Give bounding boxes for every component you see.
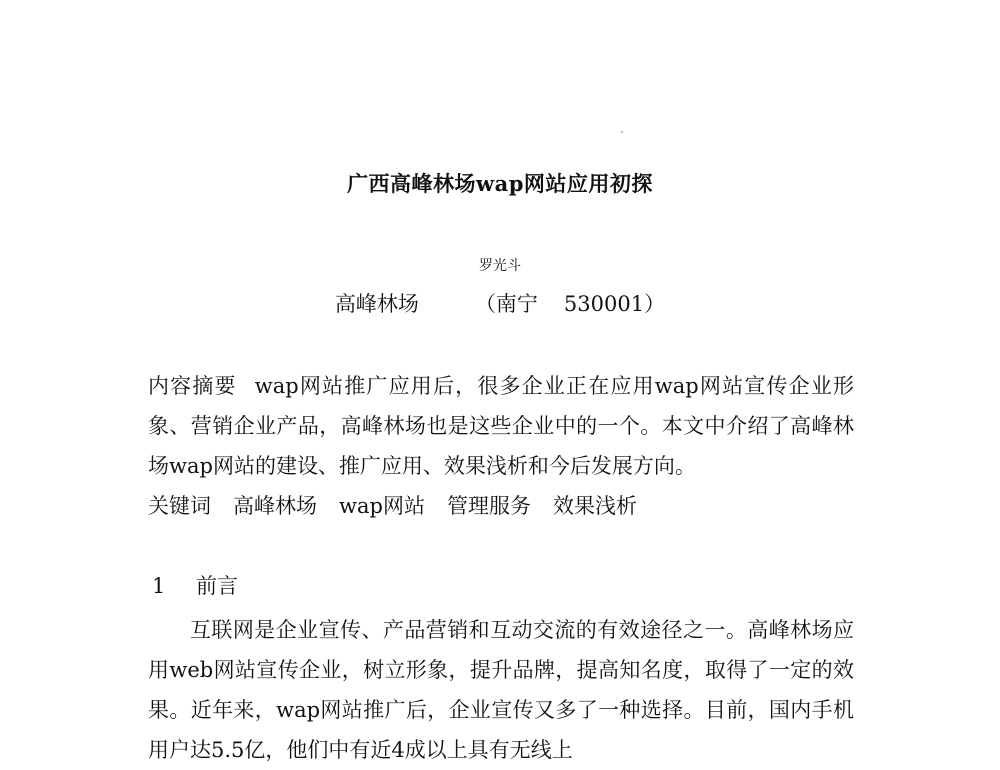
keywords [148, 486, 854, 526]
body-paragraph: 互联网是企业宣传、产品营销和互动交流的有效途径之一。高峰林场应用web网站宣传企业，树立形象，提升品牌，提高知名度，取得了一定的效果。近年来，wap网站推广后，企业宣传又多了一种选择。目前，国内手机用户达5.5亿，他们中有近4成以上具有无线上 [148, 618, 854, 762]
keyword-item: 高峰林场 [233, 494, 317, 518]
abstract [148, 366, 854, 486]
abstract-text: wap网站推广应用后，很多企业正在应用wap网站宣传企业形象、营销企业产品，高峰林场也是这些企业中的一个。本文中介绍了高峰林场wap网站的建设、推广应用、效果浅析和今后发展方向。 [148, 374, 855, 478]
section-heading [148, 566, 854, 606]
affiliation [0, 288, 1000, 318]
abstract-label: 内容摘要 [148, 374, 237, 398]
scan-speck [621, 131, 623, 133]
affiliation-city: （南宁 [474, 292, 538, 316]
keyword-item: 效果浅析 [552, 494, 637, 518]
author-name: 罗光斗 [479, 258, 521, 274]
section-number: 1 [152, 574, 166, 598]
paper-title: 广西高峰林场wap网站应用初探 [347, 171, 653, 196]
section-title: 前言 [196, 574, 238, 598]
affiliation-postcode: 530001） [563, 292, 666, 316]
keyword-item: wap网站 [339, 494, 425, 518]
affiliation-org: 高峰林场 [334, 292, 419, 316]
keywords-label: 关键词 [148, 494, 211, 518]
keyword-item: 管理服务 [446, 494, 531, 518]
